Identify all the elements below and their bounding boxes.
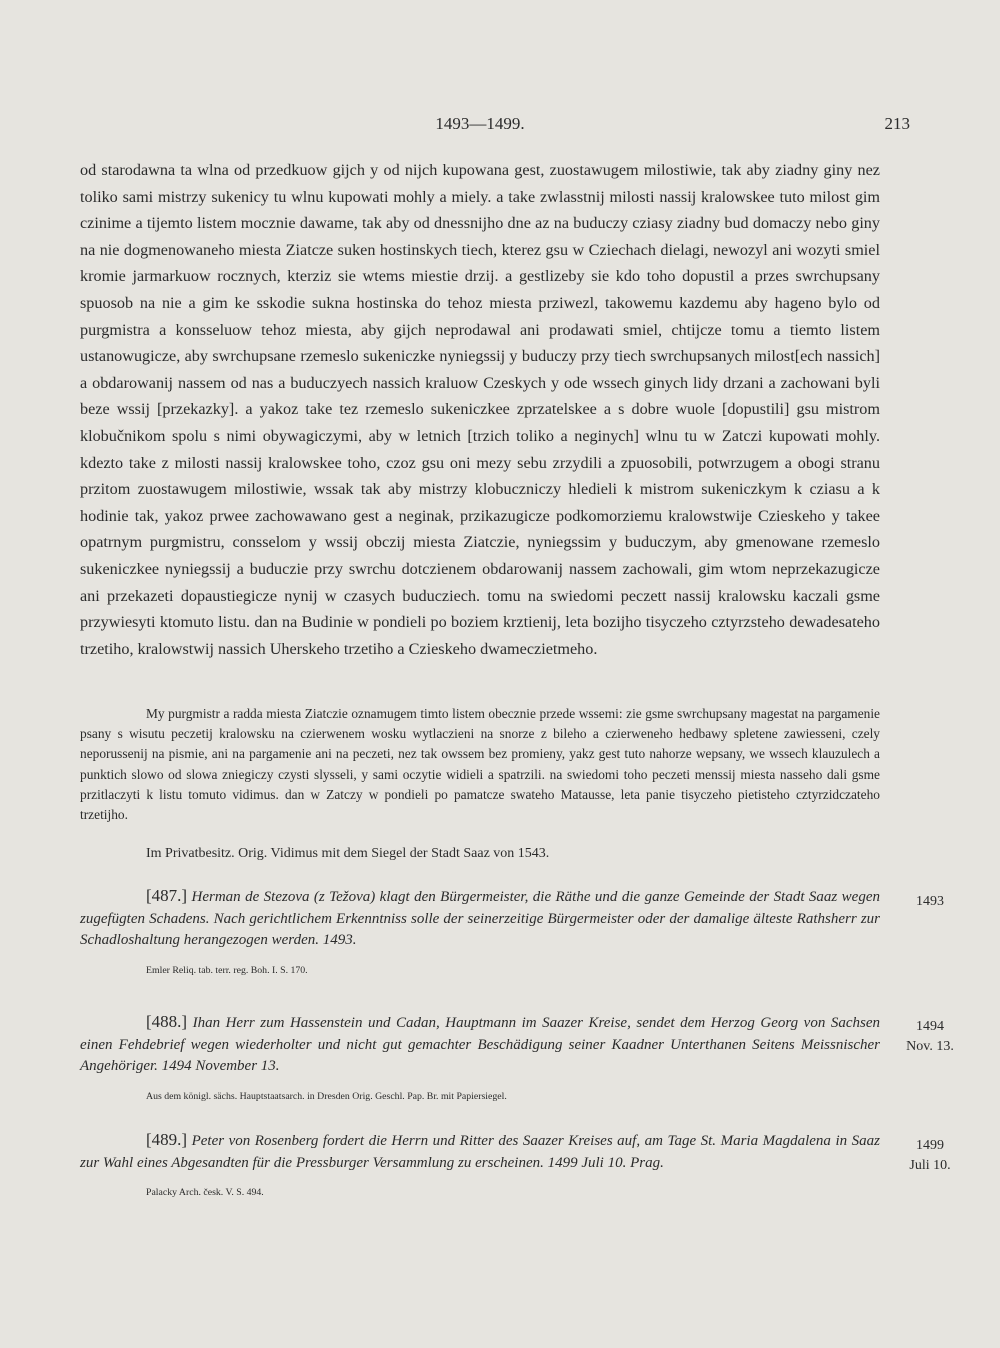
margin-date-488 (895, 1017, 965, 1057)
margin-day: Juli 10. (909, 1158, 951, 1173)
regest-entry-487 (80, 885, 880, 976)
margin-year: 1499 (916, 1138, 944, 1153)
margin-day: Nov. 13. (906, 1039, 954, 1054)
regest-entry-489 (80, 1129, 880, 1198)
entry-number: [487.] (146, 886, 188, 905)
running-head-years: 1493—1499. (435, 114, 525, 133)
margin-date-489 (895, 1136, 965, 1176)
page-number: 213 (884, 114, 910, 133)
regest-paragraph (80, 885, 880, 952)
charter-text: od starodawna ta wlna od przedkuow gijch y od nijch kupowana gest, zuostawugem milostiwie, tak aby ziadny giny nez toliko sami mistrzy sukenicy tu wlnu kupowati mohly a miely. a take zwlasstnij milosti nassij kralowskee tuto milost gim czinime a tijemto listem mocznie dawame, tak aby od dnessnijho dne az na buduczy cziasy ziadny bud domaczy nebo giny na nie dogmenowaneho miesta Ziatcze suken hostinskych tiech, kterez gsu w Cziechach dielagi, newozyl ani wozyti smiel kromie jarmarkuow rocznych, kterziz sie wtems miestie drzij. a gestlizeby sie kdo toho dopustil a przes swrchupsany spuosob na nie a gim ke sskodie sukna hostinska do tehoz miesta prziwezl, takowemu kazdemu aby hageno bylo od purgmistra a konsseluow tehoz miesta, aby gijch neprodawal ani prodawati smiel, chtijcze tomu a tiemto listem ustanowugicze, aby swrchupsane rzemeslo sukeniczke nyniegssij y buduczy przy tiech swrchupsanych milost[ech nassich] a obdarowanij nassem od nas a buduczyech nassich kraluow Czeskych y ode wssech ginych lidy drzani a zachowani byli beze wssij [przekazky]. a yakoz take tez rzemeslo sukeniczkee zprzatelskee a s dobre wuole [dopustili] gsu mistrom klobučnikom spolu s nimi obywagiczymi, aby w letnich [trzich toliko a neginych] wlnu tu w Zatczi kupowati mohly. kdezto take z milosti nassij kralowskee toho, czoz gsu oni mezy sebu zrzydili a zpuosobili, potwrzugem a obogi stranu przitom zuostawugem milostiwie, wssak tak aby mistrzy klobuczniczy hledieli k mistrom sukeniczkym k cziasu a k hodinie tak, yakoz prwee zachowawano gest a neginak, przikazugicze podkomorziemu kralowstwije Czieskeho y takee opatrnym purgmistru, consselom y wssij obczij miesta Ziatczie, nyniegssim y buduczym, aby gmenowane rzemeslo sukeniczkee nyniegssij a buduczie przy swrchu dotczienem obdarowanij nassem zachowali, gim wtom neprzekazugicze ani przekazeti dopaustiegicze nynij w czasych buducziech. tomu na swiedomi peczett nassij kralowsku kaczali gsme przywiesyti ktomuto listu. dan na Budinie w pondieli po boziem krztienij, leta bozijho tisyczeho cztyrzsteho dewadesateho trzetiho, kralowstwij nassich Uherskeho trzetiho a Czieskeho dwameczietmeho. (80, 161, 880, 658)
margin-date-487 (895, 892, 965, 912)
regest-text: Ihan Herr zum Hassenstein und Cadan, Hauptmann im Saazer Kreise, sendet dem Herzog Georg von Sachsen einen Fehdebrief wegen wiederholter und nicht gut gemachter Beschädigung seiner Kaadner Unterthanen Seitens Meissnischer Angehöriger. 1494 November 13. (80, 1015, 880, 1074)
regest-text: Peter von Rosenberg fordert die Herrn und Ritter des Saazer Kreises auf, am Tage St. Maria Magdalena in Saaz zur Wahl eines Abgesandten für die Pressburger Versammlung zu erscheinen. 1499 Juli 10. Prag. (80, 1133, 880, 1171)
entry-source: Aus dem königl. sächs. Hauptstaatsarch. in Dresden Orig. Geschl. Pap. Br. mit Papiersiegel. (146, 1090, 507, 1102)
regest-paragraph (80, 1011, 880, 1078)
margin-year: 1494 (916, 1019, 944, 1034)
vidimus-text: My purgmistr a radda miesta Ziatczie oznamugem timto listem obecznie przede wssemi: zie gsme swrchupsany magestat na pargamenie psany s wisutu peczetij kralowsku na czierwenem wosku wytlaczieni na snorze z bileho a czierweneho hedbawy spletene zawiesseni, czely neporussenij na pismie, ani na pargamenie ani na peczeti, nez tak owssem bez promieny, yakz gest tuto nahorze wepsany, we wssech klauzulech a punktich slowo od slowa zniegiczy czysti slysseli, y sami oczytie widieli a spatrzili. na swiedomi toho peczeti menssij miesta nasseho dali gsme przitlaczyti k listu tomuto vidimus. dan w Zatczy w pondieli po pamatcze swateho Matausse, leta panie tisyczeho pietisteho cztyrzidczateho trzetijho. (80, 706, 880, 823)
source-note: Im Privatbesitz. Orig. Vidimus mit dem Siegel der Stadt Saaz von 1543. (146, 846, 550, 861)
regest-paragraph (80, 1129, 880, 1174)
entry-source: Palacky Arch. česk. V. S. 494. (146, 1187, 264, 1198)
entry-number: [488.] (146, 1012, 188, 1031)
regest-text: Herman de Stezova (z Težova) klagt den Bürgermeister, die Räthe und die ganze Gemeinde der Stadt Saaz wegen zugefügten Schadens. Nach gerichtlichem Erkenntniss solle der seinerzeitige Bürgermeister oder der damalige älteste Rathsherr zur Schadloshaltung herangezogen werden. 1493. (80, 889, 880, 948)
margin-year: 1493 (916, 894, 944, 909)
regest-entry-488 (80, 1011, 880, 1102)
entry-number: [489.] (146, 1130, 188, 1149)
entry-source: Emler Reliq. tab. terr. reg. Boh. I. S. 170. (146, 964, 308, 976)
page-header (80, 114, 910, 140)
